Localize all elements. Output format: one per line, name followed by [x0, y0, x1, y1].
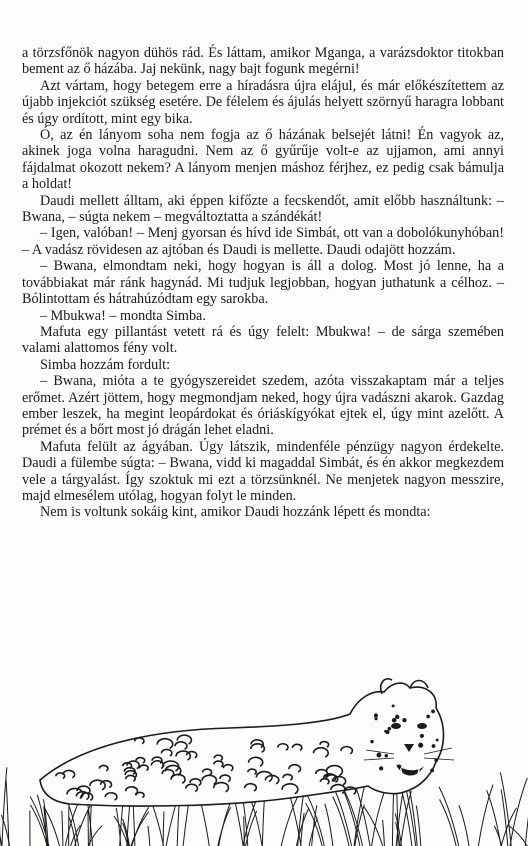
leopard-spot: [395, 715, 399, 719]
grass-blade: [383, 820, 385, 846]
leopard-spot: [432, 744, 436, 748]
paragraph: Ó, az én lányom soha nem fogja az ő házának belsejét látni! Én vagyok az, akinek joga volna haragudni. Nem az ő gyűrűje volt-e az ujjamon, ami annyi fájdalmat okozott nekem? A lányom menjen máshoz férjhez, ez pedig csak bámulja a holdat!: [22, 127, 504, 193]
leopard-spot: [374, 717, 377, 720]
leopard-spot: [385, 754, 389, 758]
paragraph: Mafuta egy pillantást vetett rá és úgy felelt: Mbukwa! – de sárga szemében valami alattomos fény volt.: [22, 323, 504, 357]
leopard-spot: [397, 765, 401, 769]
grass-blade: [478, 785, 493, 846]
grass-blade: [333, 797, 349, 846]
grass-blade: [62, 811, 63, 846]
paragraph: Simba hozzám fordult:: [40, 356, 171, 373]
leopard-spot: [402, 718, 406, 722]
grass-blade: [439, 787, 459, 846]
leopard-spot: [374, 713, 378, 717]
grass-blade: [332, 784, 351, 846]
grass-blade: [510, 778, 527, 846]
grass-blade: [459, 805, 469, 846]
paragraph: Mafuta felült az ágyában. Úgy látszik, mindenféle pénzügy nagyon érdekelte. Daudi a fülembe súgta: – Bwana, vidd ki magaddal Simbát, és én akkor megkezdem vele a tárgyalást. Így szoktuk mi ezt a törzsünknél. Ne menjetek nagyon messzire, majd elmesélem utólag, hogyan folyt le minden.: [22, 438, 504, 504]
grass-blade: [262, 799, 264, 846]
leopard-spot: [392, 704, 395, 707]
paragraph: Azt vártam, hogy betegem erre a híradásra újra elájul, és már előkészítettem az újabb injekciót szükség esetére. De félelem és ájulás helyett szörnyű haragra lobbant és úgy ordított, mint egy bika.: [22, 77, 504, 127]
leopard-spot: [418, 743, 423, 748]
grass-blade: [392, 794, 393, 846]
paragraph: – Mbukwa! – mondta Simba.: [40, 307, 206, 324]
leopard-spot: [430, 768, 434, 772]
grass-blade: [408, 784, 417, 846]
paragraph: a törzsfőnök nagyon dühös rád. És láttam, amikor Mganga, a varázsdoktor titokban bement az ő házába. Jaj nekünk, nagy bajt fogunk megérni!: [22, 45, 504, 78]
leopard-spot: [388, 727, 392, 731]
paragraph: – Bwana, mióta a te gyógyszereidet szedem, azóta visszakaptam már a teljes erőmet. Azért jöttem, hogy megmondjam neked, hogy újra vadászni akarok. Gazdag ember leszek, ha megint leopárdokat és óriáskígyókat ejtek el, úgy mint azelőtt. A prémet és a bőrt most jó drágán lehet eladni.: [22, 373, 504, 439]
grass-blade: [148, 826, 150, 846]
grass-blade: [0, 789, 2, 846]
grass-blade: [306, 794, 324, 846]
leopard-body: [40, 679, 454, 806]
grass-blade: [372, 792, 385, 846]
paragraph: Nem is voltunk sokáig kint, amikor Daudi hozzánk lépett és mondta:: [40, 504, 431, 521]
paragraph: – Igen, valóban! – Menj gyorsan és hívd ide Simbát, ott van a dobolókunyhóban! – A vadász rövidesen az ajtóban és Daudi is mellette. Daudi odajött hozzám.: [22, 225, 504, 258]
leopard-spot: [392, 718, 397, 723]
paragraph: Daudi mellett álltam, aki éppen kifőzte a fecskendőt, amit előbb használtunk: – Bwana, – súgta nekem – megváltoztatta a szándékát!: [22, 192, 504, 226]
grass-blade: [325, 804, 333, 846]
grass-blade: [251, 801, 262, 846]
leopard-spot: [384, 730, 387, 733]
leopard-spot: [370, 740, 373, 743]
grass-blade: [501, 789, 508, 846]
body-text: [22, 45, 504, 521]
grass-blade: [500, 772, 511, 846]
leopard-spot: [436, 739, 439, 742]
leopard-spot: [434, 758, 438, 762]
leopard-spot: [431, 709, 435, 713]
leopard-spot: [379, 766, 383, 770]
leopard-spot: [426, 715, 430, 719]
leopard-illustration: [0, 668, 528, 846]
grass-blade: [219, 803, 231, 846]
paragraph: – Bwana, elmondtam neki, hogy hogyan is áll a dolog. Most jó lenne, ha a továbbiakat már ránk hagynád. Mi tudjuk legjobban, hogyan juthatunk a célhoz. – Bólintottam és hátrahúzódtam egy sarokba.: [22, 258, 504, 308]
leopard-spot: [376, 753, 381, 758]
grass-blade: [2, 767, 7, 846]
leopard-spot: [420, 734, 424, 738]
grass-blade: [163, 811, 164, 846]
